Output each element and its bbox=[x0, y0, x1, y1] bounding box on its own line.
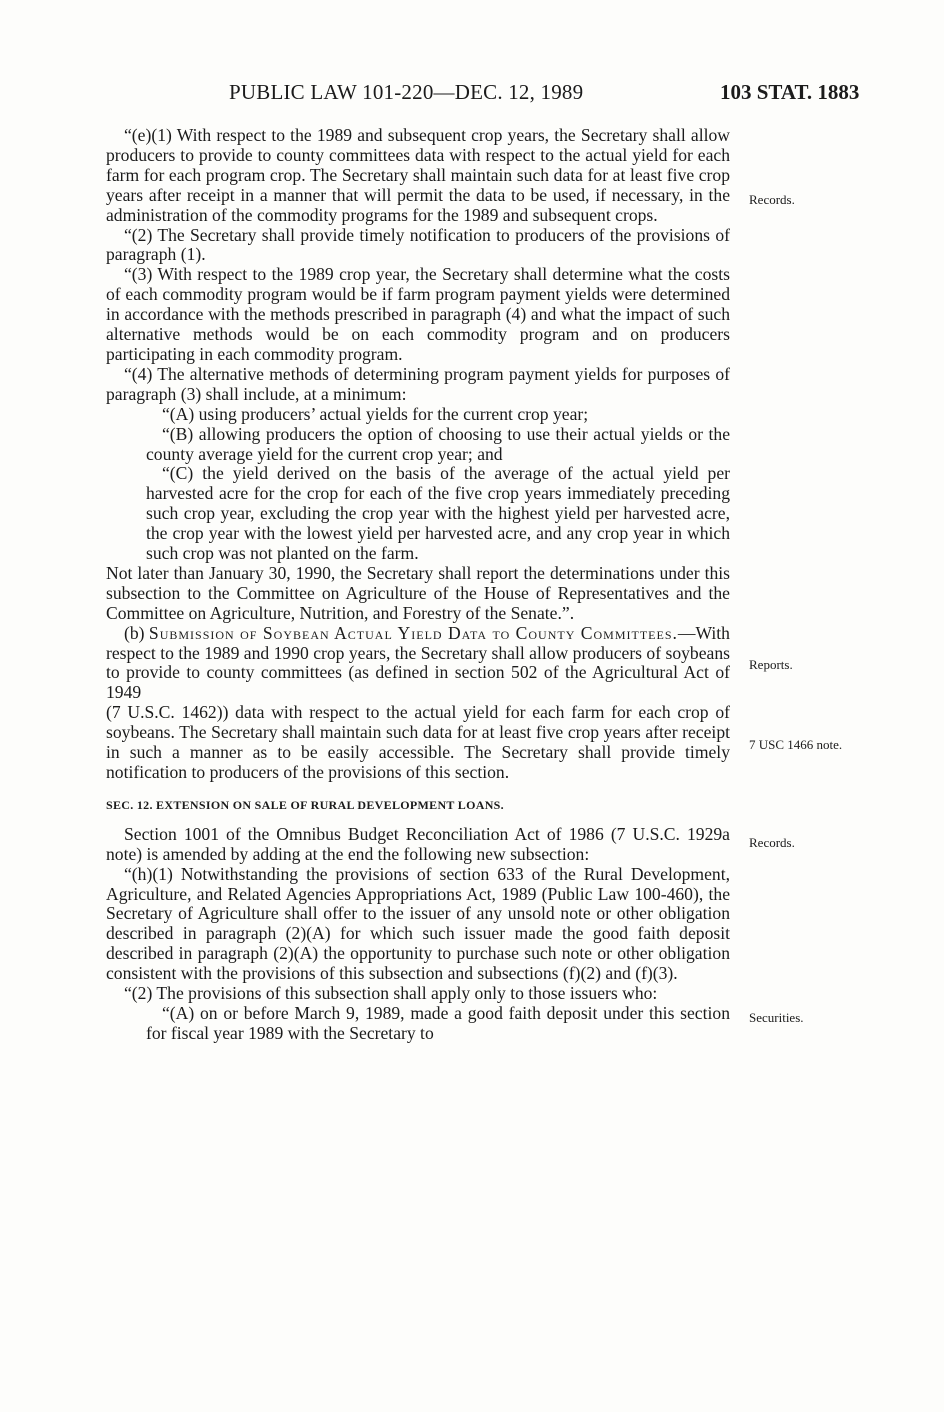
paragraph: “(e)(1) With respect to the 1989 and subsequent crop years, the Secretary shall allow producers to provide to county committees data with respect to the actual yield for each farm for each program crop. The Secretary shall maintain such data for at least five crop years after receipt in a manner that will permit the data to be used, if necessary, in the administration of the commodity programs for the 1989 and subsequent crops. bbox=[106, 125, 730, 225]
page-body bbox=[106, 126, 730, 1044]
paragraph: “(h)(1) Notwithstanding the provisions of section 633 of the Rural Development, Agriculture, and Related Agencies Appropriations Act, 1989 (Public Law 100-460), the Secretary of Agriculture shall offer to the issuer of any unsold note or other obligation described in paragraph (2)(A) for which such issuer made the good faith deposit described in paragraph (2)(A) the opportunity to purchase such note or other obligation consistent with the provisions of this subsection and subsections (f)(2) and (f)(3). bbox=[106, 863, 730, 984]
margin-note-reports: Reports. bbox=[749, 657, 793, 672]
margin-note-securities: Securities. bbox=[749, 1010, 804, 1025]
subsection-heading: Submission of Soybean Actual Yield Data to County Committees. bbox=[148, 622, 678, 643]
subparagraph: “(C) the yield derived on the basis of the average of the actual yield per harvested acre for the crop for each of the five crop years immediately preceding such crop year, excluding the crop year with the highest yield per harvested acre, the crop year with the lowest yield per harvested acre, and any crop year in which such crop was not planted on the farm. bbox=[146, 463, 730, 564]
margin-note-records: Records. bbox=[749, 835, 795, 850]
margin-note-records: Records. bbox=[749, 192, 795, 207]
section-heading: SEC. 12. EXTENSION ON SALE OF RURAL DEVELOPMENT LOANS. bbox=[106, 797, 504, 812]
paragraph: “(4) The alternative methods of determining program payment yields for purposes of paragraph (3) shall include, at a minimum: bbox=[106, 363, 730, 404]
subsection-b bbox=[106, 624, 730, 704]
paragraph: “(3) With respect to the 1989 crop year, the Secretary shall determine what the costs of each commodity program would be if farm program payment yields were determined in accordance with the methods prescribed in paragraph (4) and what the impact of such alternative methods would be on each commodity program and on producers participating in each commodity program. bbox=[106, 264, 730, 364]
page-header bbox=[0, 80, 944, 110]
paragraph: Not later than January 30, 1990, the Secretary shall report the determinations under this subsection to the Committee on Agriculture of the House of Representatives and the Committee on Agriculture, Nutrition, and Forestry of the Senate.”. bbox=[106, 562, 730, 623]
paragraph: “(2) The Secretary shall provide timely notification to producers of the provisions of paragraph (1). bbox=[106, 224, 730, 265]
paragraph: “(2) The provisions of this subsection shall apply only to those issuers who: bbox=[124, 983, 658, 1004]
subparagraph: “(B) allowing producers the option of choosing to use their actual yields or the county average yield for the current crop year; and bbox=[146, 423, 730, 464]
margin-note-usc: 7 USC 1466 note. bbox=[749, 737, 843, 752]
subparagraph: “(A) using producers’ actual yields for the current crop year; bbox=[162, 403, 589, 424]
paragraph: Section 1001 of the Omnibus Budget Reconciliation Act of 1986 (7 U.S.C. 1929a note) is amended by adding at the end the following new subsection: bbox=[106, 823, 730, 864]
subparagraph: “(A) on or before March 9, 1989, made a good faith deposit under this section for fiscal year 1989 with the Secretary to bbox=[146, 1002, 730, 1043]
law-title: PUBLIC LAW 101-220—DEC. 12, 1989 bbox=[229, 80, 584, 104]
subsection-number: (b) bbox=[124, 622, 145, 643]
subsection-text: —With respect to the 1989 and 1990 crop years, the Secretary shall allow producers of soybeans to provide to county committees (as defined in section 502 of the Agricultural Act of 1949 bbox=[106, 622, 730, 703]
page-reference: 103 STAT. 1883 bbox=[720, 80, 860, 104]
paragraph: (7 U.S.C. 1462)) data with respect to the actual yield for each farm for each crop of soybeans. The Secretary shall maintain such data for at least five crop years after receipt in such a manner as to be easily accessible. The Secretary shall provide timely notification to producers of the provisions of this section. bbox=[106, 702, 730, 782]
